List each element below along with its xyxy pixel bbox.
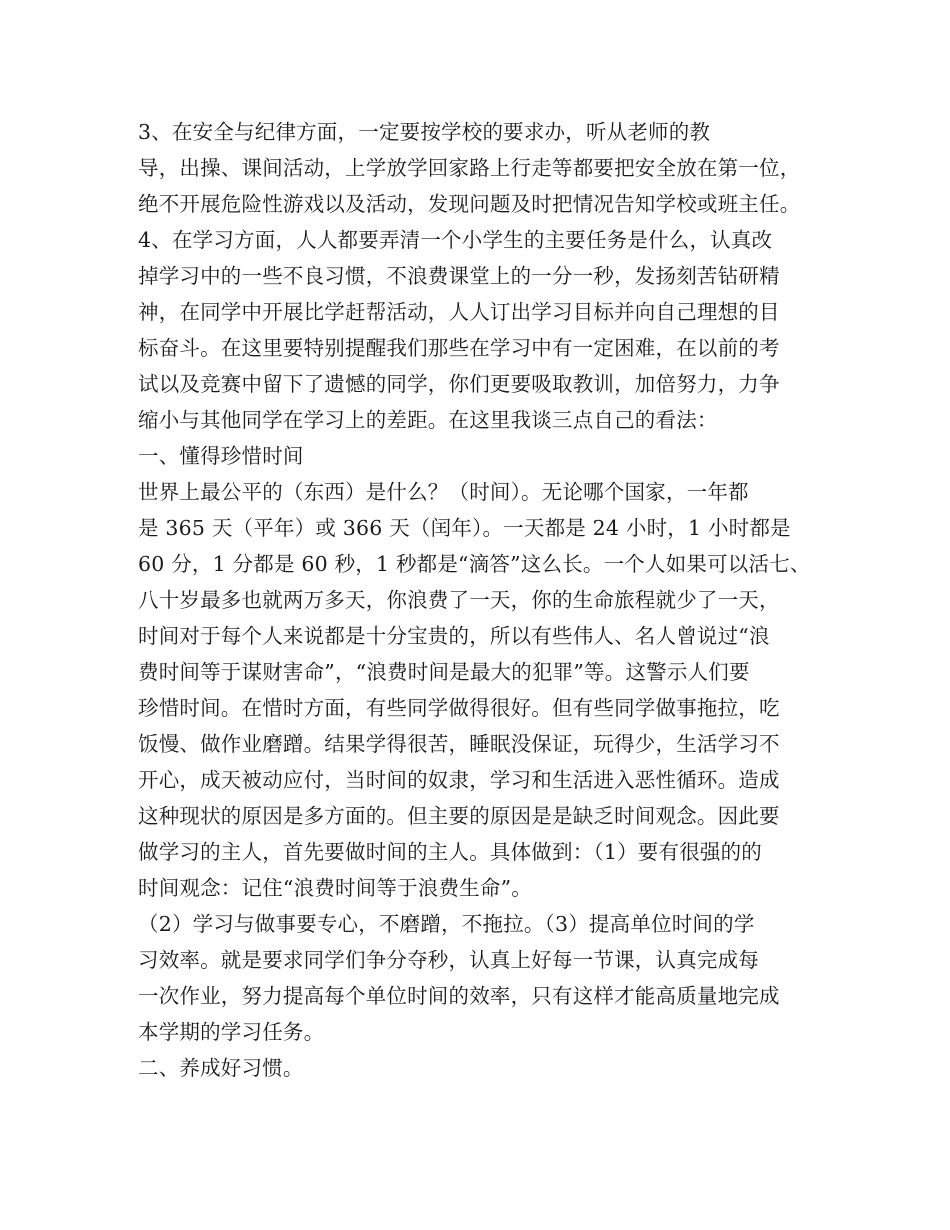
text-line: 八十岁最多也就两万多天，你浪费了一天，你的生命旅程就少了一天，	[138, 588, 780, 612]
text-line: 这种现状的原因是多方面的。但主要的原因是是缺乏时间观念。因此要	[138, 804, 780, 828]
text-line: 开心，成天被动应付，当时间的奴隶，学习和生活进入恶性循环。造成	[138, 768, 780, 792]
text-line: 一次作业，努力提高每个单位时间的效率，只有这样才能高质量地完成	[138, 984, 780, 1008]
text-line: 掉学习中的一些不良习惯，不浪费课堂上的一分一秒，发扬刻苦钻研精	[138, 264, 780, 288]
section-heading: 二、养成好习惯。	[138, 1056, 304, 1080]
text-line: 饭慢、做作业磨蹭。结果学得很苦，睡眠没保证，玩得少，生活学习不	[138, 732, 780, 756]
text-line: 4、在学习方面，人人都要弄清一个小学生的主要任务是什么，认真改	[138, 228, 773, 252]
text-line: 世界上最公平的（东西）是什么？（时间）。无论哪个国家，一年都	[138, 480, 749, 504]
text-line: 3、在安全与纪律方面，一定要按学校的要求办，听从老师的教	[138, 120, 711, 144]
text-line: 费时间等于谋财害命”，“浪费时间是最大的犯罪”等。这警示人们要	[138, 660, 750, 684]
text-line: 珍惜时间。在惜时方面，有些同学做得很好。但有些同学做事拖拉，吃	[138, 696, 780, 720]
section-heading: 一、懂得珍惜时间	[138, 444, 304, 468]
text-line: 本学期的学习任务。	[138, 1020, 325, 1044]
text-line: 神，在同学中开展比学赶帮活动，人人订出学习目标并向自己理想的目	[138, 300, 780, 324]
text-line: 时间对于每个人来说都是十分宝贵的，所以有些伟人、名人曾说过“浪	[138, 624, 770, 648]
text-line: 导，出操、课间活动，上学放学回家路上行走等都要把安全放在第一位，	[138, 156, 801, 180]
text-line: （2）学习与做事要专心，不磨蹭，不拖拉。（3）提高单位时间的学	[138, 912, 755, 936]
text-line: 标奋斗。在这里要特别提醒我们那些在学习中有一定困难，在以前的考	[138, 336, 780, 360]
text-line: 做学习的主人，首先要做时间的主人。具体做到：（1）要有很强的的	[138, 840, 762, 864]
text-line: 缩小与其他同学在学习上的差距。在这里我谈三点自己的看法：	[138, 408, 718, 432]
text-line: 60 分，1 分都是 60 秒，1 秒都是“滴答”这么长。一个人如果可以活七、	[138, 552, 811, 576]
text-line: 试以及竞赛中留下了遗憾的同学，你们更要吸取教训，加倍努力，力争	[138, 372, 780, 396]
text-line: 时间观念：记住“浪费时间等于浪费生命”。	[138, 876, 532, 900]
text-line: 绝不开展危险性游戏以及活动，发现问题及时把情况告知学校或班主任。	[138, 192, 801, 216]
text-line: 是 365 天（平年）或 366 天（闰年）。一天都是 24 小时，1 小时都是	[138, 516, 791, 540]
text-line: 习效率。就是要求同学们争分夺秒，认真上好每一节课，认真完成每	[138, 948, 759, 972]
